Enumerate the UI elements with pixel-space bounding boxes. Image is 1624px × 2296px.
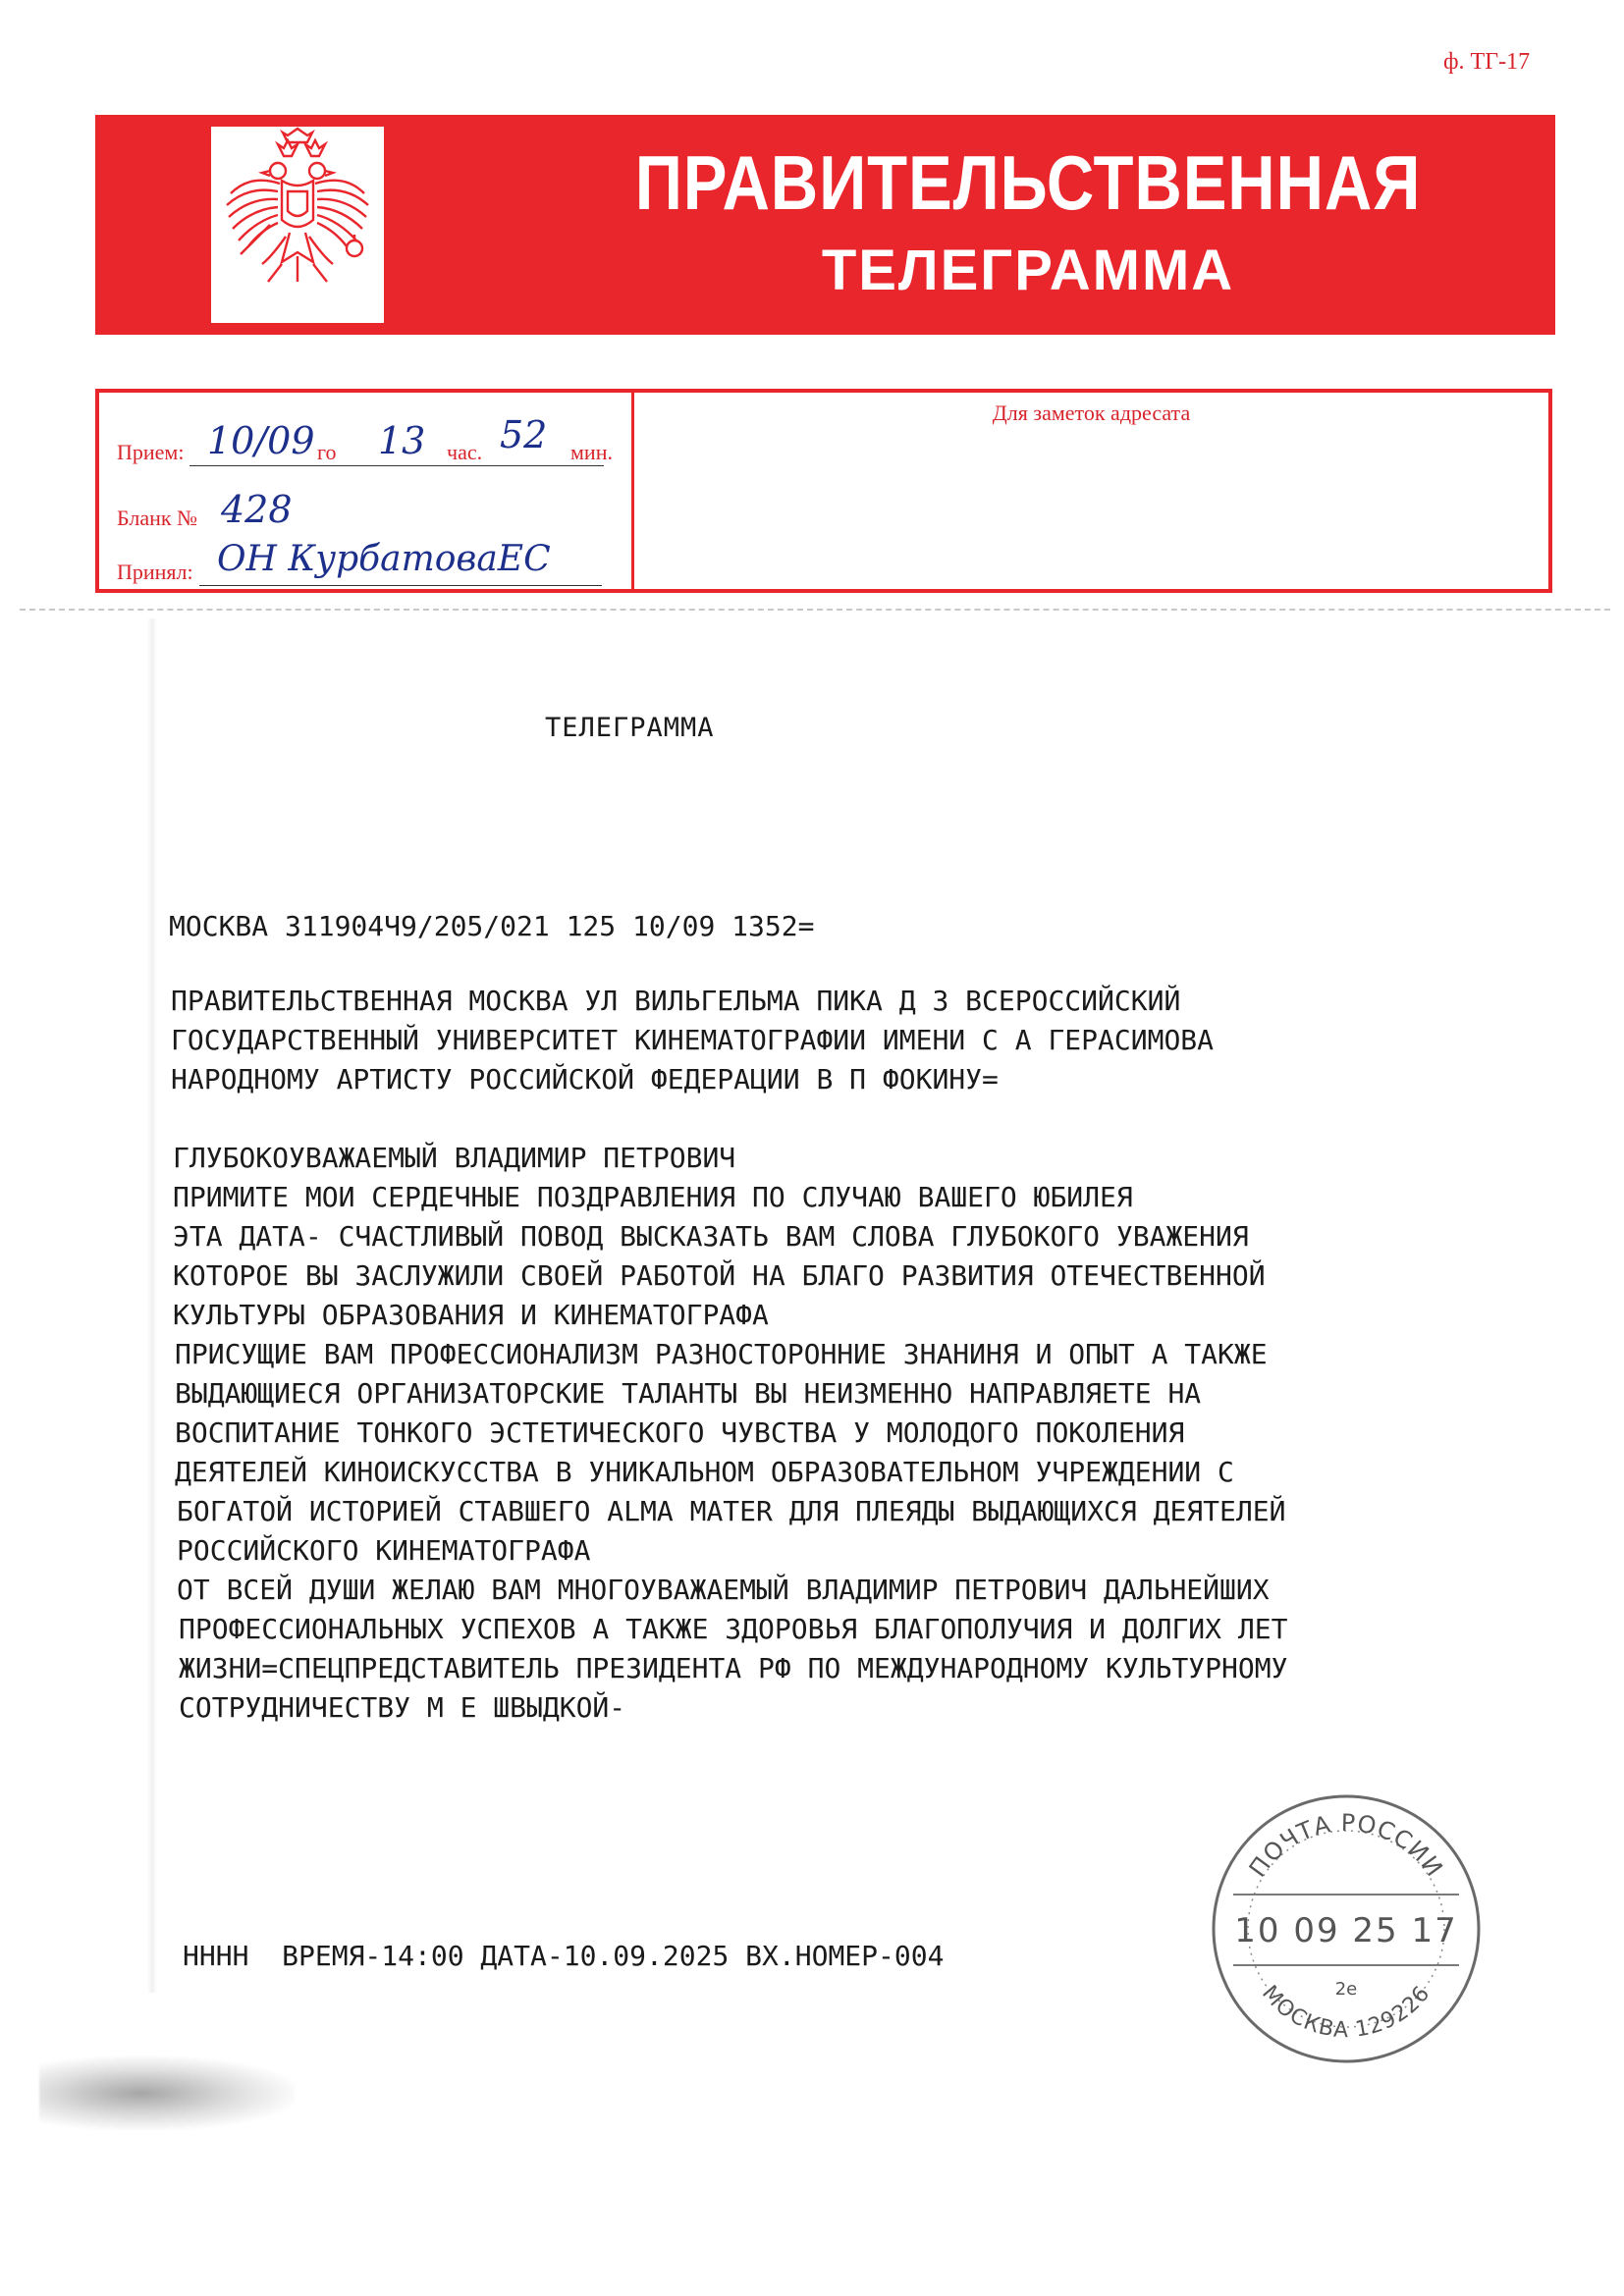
postal-stamp	[1204, 1787, 1489, 2071]
stamp-top-text: ПОЧТА РОССИИ	[1243, 1808, 1449, 1883]
body-line: БОГАТОЙ ИСТОРИЕЙ СТАВШЕГО ALMA MATER ДЛЯ ПЛЕЯДЫ ВЫДАЮЩИХСЯ ДЕЯТЕЛЕЙ	[177, 1495, 1286, 1527]
go-label: го	[317, 440, 337, 464]
scan-divider	[20, 609, 1610, 611]
scan-smudge	[39, 2056, 295, 2130]
notes-label: Для заметок адресата	[992, 400, 1191, 425]
banner-title: ПРАВИТЕЛЬСТВЕННАЯ	[634, 139, 1422, 226]
stamp-date: 10 09 25 17	[1234, 1911, 1458, 1950]
form-code: ф. ТГ-17	[1443, 49, 1531, 75]
address-line: НАРОДНОМУ АРТИСТУ РОССИЙСКОЙ ФЕДЕРАЦИИ В П ФОКИНУ=	[171, 1063, 999, 1095]
body-line: ЭТА ДАТА- СЧАСТЛИВЫЙ ПОВОД ВЫСКАЗАТЬ ВАМ СЛОВА ГЛУБОКОГО УВАЖЕНИЯ	[173, 1220, 1249, 1253]
svg-text:ПОЧТА РОССИИ	[1244, 1809, 1448, 1882]
scan-artifact	[147, 618, 157, 1993]
header-banner	[95, 115, 1555, 335]
body-line: ГЛУБОКОУВАЖАЕМЫЙ ВЛАДИМИР ПЕТРОВИЧ	[173, 1142, 736, 1174]
body-line: ПРОФЕССИОНАЛЬНЫХ УСПЕХОВ А ТАКЖЕ ЗДОРОВЬЯ БЛАГОПОЛУЧИЯ И ДОЛГИХ ЛЕТ	[179, 1613, 1288, 1645]
coat-of-arms-icon	[211, 127, 384, 323]
body-line: ВОСПИТАНИЕ ТОНКОГО ЭСТЕТИЧЕСКОГО ЧУВСТВА У МОЛОДОГО ПОКОЛЕНИЯ	[175, 1416, 1185, 1449]
received-minute: 52	[500, 413, 548, 456]
received-date: 10/09	[207, 419, 315, 462]
accepted-label: Принял:	[117, 560, 193, 584]
minute-label: мин.	[570, 440, 613, 464]
address-line: ГОСУДАРСТВЕННЫЙ УНИВЕРСИТЕТ КИНЕМАТОГРАФИИ ИМЕНИ С А ГЕРАСИМОВА	[171, 1024, 1215, 1056]
body-line: ОТ ВСЕЙ ДУШИ ЖЕЛАЮ ВАМ МНОГОУВАЖАЕМЫЙ ВЛАДИМИР ПЕТРОВИЧ ДАЛЬНЕЙШИХ	[177, 1574, 1270, 1606]
body-line: КУЛЬТУРЫ ОБРАЗОВАНИЯ И КИНЕМАТОГРАФА	[173, 1299, 769, 1331]
stamp-bottom-text: МОСКВА 129226	[1257, 1981, 1435, 2044]
body-line: ВЫДАЮЩИЕСЯ ОРГАНИЗАТОРСКИЕ ТАЛАНТЫ ВЫ НЕИЗМЕННО НАПРАВЛЯЕТЕ НА	[175, 1377, 1202, 1410]
stamp-code: 2е	[1334, 1979, 1358, 2000]
reception-box	[95, 389, 1552, 593]
blank-number: 428	[221, 488, 293, 531]
banner-subtitle: ТЕЛЕГРАММА	[821, 239, 1235, 302]
accepted-by: ОН КурбатоваЕС	[217, 539, 551, 579]
hour-label: час.	[447, 440, 483, 464]
routing-line: МОСКВА 311904Ч9/205/021 125 10/09 1352=	[169, 910, 815, 942]
accepted-underline	[199, 585, 602, 586]
body-line: СОТРУДНИЧЕСТВУ М Е ШВЫДКОЙ-	[179, 1691, 626, 1724]
footer-line: НННН ВРЕМЯ-14:00 ДАТА-10.09.2025 ВХ.НОМЕР-004	[183, 1940, 945, 1972]
notes-area	[634, 393, 1548, 589]
received-label: Прием:	[117, 440, 185, 464]
body-line: ЖИЗНИ=СПЕЦПРЕДСТАВИТЕЛЬ ПРЕЗИДЕНТА РФ ПО МЕЖДУНАРОДНОМУ КУЛЬТУРНОМУ	[179, 1652, 1288, 1684]
body-line: ПРИМИТЕ МОИ СЕРДЕЧНЫЕ ПОЗДРАВЛЕНИЯ ПО СЛУЧАЮ ВАШЕГО ЮБИЛЕЯ	[173, 1181, 1133, 1213]
body-line: ДЕЯТЕЛЕЙ КИНОИСКУССТВА В УНИКАЛЬНОМ ОБРАЗОВАТЕЛЬНОМ УЧРЕЖДЕНИИ С	[175, 1456, 1234, 1488]
address-line: ПРАВИТЕЛЬСТВЕННАЯ МОСКВА УЛ ВИЛЬГЕЛЬМА ПИКА Д 3 ВСЕРОССИЙСКИЙ	[171, 985, 1181, 1017]
body-line: КОТОРОЕ ВЫ ЗАСЛУЖИЛИ СВОЕЙ РАБОТОЙ НА БЛАГО РАЗВИТИЯ ОТЕЧЕСТВЕННОЙ	[173, 1259, 1266, 1292]
received-underline	[189, 465, 604, 466]
reception-details	[99, 393, 634, 589]
body-line: ПРИСУЩИЕ ВАМ ПРОФЕССИОНАЛИЗМ РАЗНОСТОРОННИЕ ЗНАНИНЯ И ОПЫТ А ТАКЖЕ	[175, 1338, 1268, 1370]
telegram-heading: ТЕЛЕГРАММА	[545, 713, 715, 743]
received-hour: 13	[378, 419, 426, 462]
blank-label: Бланк №	[117, 506, 198, 530]
body-line: РОССИЙСКОГО КИНЕМАТОГРАФА	[177, 1534, 591, 1567]
